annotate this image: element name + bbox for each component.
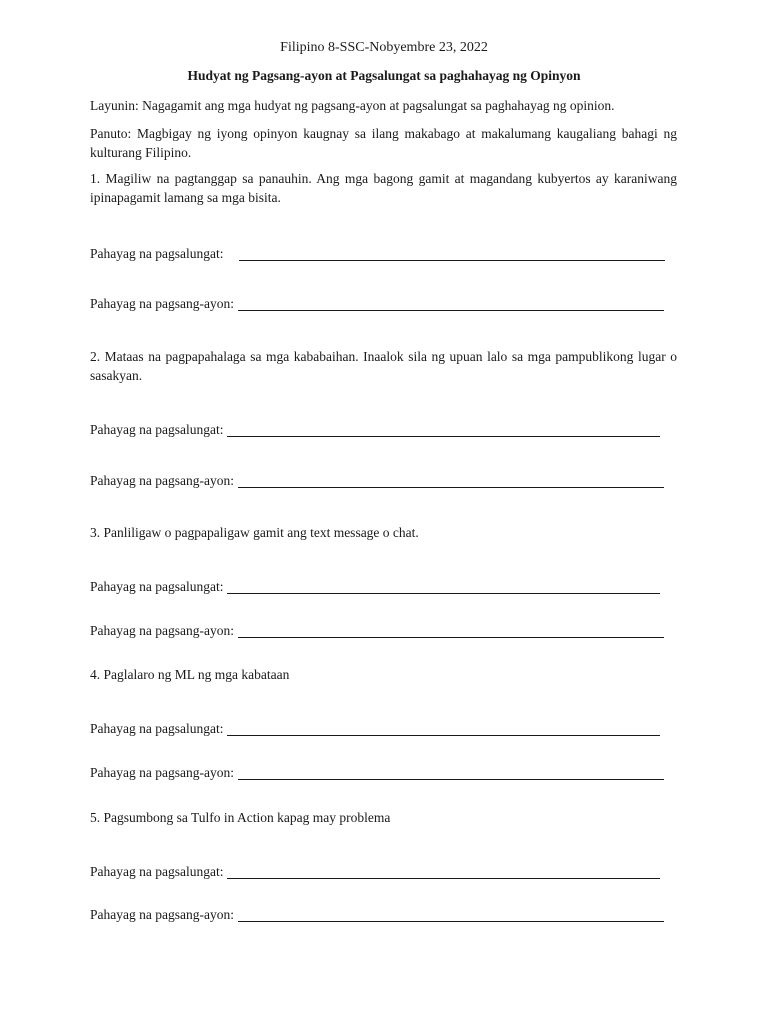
answer-row-disagree-3	[90, 577, 660, 597]
answer-blank-agree-5[interactable]	[238, 907, 664, 922]
answer-row-agree-3	[90, 621, 664, 641]
question-3: 3. Panliligaw o pagpapaligaw gamit ang text message o chat.	[90, 525, 419, 540]
instructions-text: Panuto: Magbigay ng iyong opinyon kaugnay sa ilang makabago at makalumang kaugaliang bahagi ng kulturang Filipino.	[90, 126, 677, 160]
date-line: Filipino 8-SSC-Nobyembre 23, 2022	[280, 40, 488, 55]
answer-label-disagree: Pahayag na pagsalungat:	[90, 579, 224, 594]
question-4: 4. Paglalaro ng ML ng mga kabataan	[90, 667, 290, 682]
answer-row-agree-1	[90, 294, 664, 314]
answer-blank-disagree-5[interactable]	[227, 864, 660, 879]
question-2: 2. Mataas na pagpapahalaga sa mga kababaihan. Inaalok sila ng upuan lalo sa mga pampublikong lugar o sasakyan.	[90, 349, 677, 383]
document-title: Hudyat ng Pagsang-ayon at Pagsalungat sa paghahayag ng Opinyon	[187, 68, 581, 83]
answer-label-disagree: Pahayag na pagsalungat:	[90, 864, 224, 879]
question-5: 5. Pagsumbong sa Tulfo in Action kapag may problema	[90, 810, 391, 825]
answer-row-disagree-1	[90, 244, 665, 264]
answer-label-agree: Pahayag na pagsang-ayon:	[90, 296, 234, 311]
answer-blank-disagree-3[interactable]	[227, 579, 660, 594]
answer-blank-agree-3[interactable]	[238, 623, 664, 638]
answer-label-disagree: Pahayag na pagsalungat:	[90, 246, 224, 261]
answer-label-disagree: Pahayag na pagsalungat:	[90, 422, 224, 437]
answer-row-agree-2	[90, 471, 664, 491]
answer-label-agree: Pahayag na pagsang-ayon:	[90, 623, 234, 638]
answer-row-disagree-5	[90, 862, 660, 882]
answer-blank-disagree-2[interactable]	[227, 422, 660, 437]
answer-blank-disagree-4[interactable]	[227, 721, 660, 736]
objective-text: Layunin: Nagagamit ang mga hudyat ng pagsang-ayon at pagsalungat sa paghahayag ng opinion.	[90, 98, 615, 113]
answer-row-agree-4	[90, 763, 664, 783]
answer-label-agree: Pahayag na pagsang-ayon:	[90, 473, 234, 488]
answer-label-agree: Pahayag na pagsang-ayon:	[90, 907, 234, 922]
question-1: 1. Magiliw na pagtanggap sa panauhin. Ang mga bagong gamit at magandang kubyertos ay karaniwang ipinapagamit lamang sa mga bisita.	[90, 171, 677, 205]
answer-blank-agree-4[interactable]	[238, 765, 664, 780]
answer-row-disagree-2	[90, 420, 660, 440]
answer-label-disagree: Pahayag na pagsalungat:	[90, 721, 224, 736]
answer-blank-agree-1[interactable]	[238, 296, 664, 311]
answer-row-disagree-4	[90, 719, 660, 739]
answer-blank-agree-2[interactable]	[238, 473, 664, 488]
answer-label-agree: Pahayag na pagsang-ayon:	[90, 765, 234, 780]
answer-row-agree-5	[90, 905, 664, 925]
answer-blank-disagree-1[interactable]	[239, 246, 665, 261]
